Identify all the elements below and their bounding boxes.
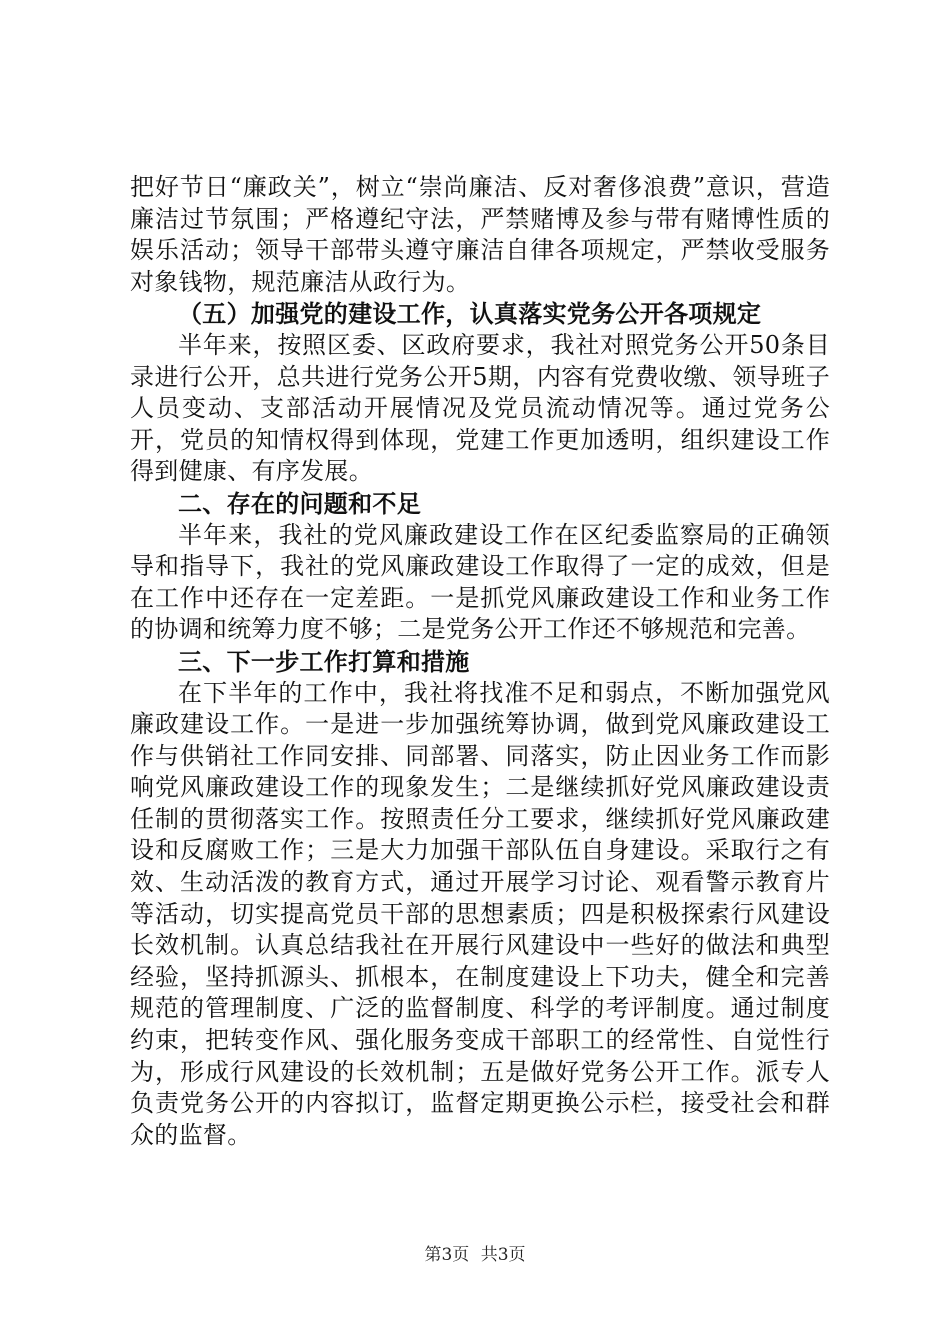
paragraph-problems: 半年来，我社的党风廉政建设工作在区纪委监察局的正确领导和指导下，我社的党风廉政建设工作取得了一定的成效，但是在工作中还存在一定差距。一是抓党风廉政建设工作和业务工作的协调和统筹力度不够；二是党务公开工作还不够规范和完善。 (130, 520, 830, 644)
heading-party-building: （五）加强党的建设工作，认真落实党务公开各项规定 (178, 299, 762, 329)
paragraph-next-steps: 在下半年的工作中，我社将找准不足和弱点，不断加强党风廉政建设工作。一是进一步加强统筹协调，做到党风廉政建设工作与供销社工作同安排、同部署、同落实，防止因业务工作而影响党风廉政建设工作的现象发生；二是继续抓好党风廉政建设责任制的贯彻落实工作。按照责任分工要求，继续抓好党风廉政建设和反腐败工作；三是大力加强干部队伍自身建设。采取行之有效、生动活泼的教育方式，通过开展学习讨论、观看警示教育片等活动，切实提高党员干部的思想素质；四是积极探索行风建设长效机制。认真总结我社在开展行风建设中一些好的做法和典型经验，坚持抓源头、抓根本，在制度建设上下功夫，健全和完善规范的管理制度、广泛的监督制度、科学的考评制度。通过制度约束，把转变作风、强化服务变成干部职工的经常性、自觉性行为，形成行风建设的长效机制；五是做好党务公开工作。派专人负责党务公开的内容拟订，监督定期更换公示栏，接受社会和群众的监督。 (130, 678, 830, 1149)
paragraph-holiday-integrity: 把好节日“廉政关”，树立“崇尚廉洁、反对奢侈浪费”意识，营造廉洁过节氛围；严格遵纪守法，严禁赌博及参与带有赌博性质的娱乐活动；领导干部带头遵守廉洁自律各项规定，严禁收受服务对象钱物，规范廉洁从政行为。 (130, 173, 830, 296)
heading-problems: 二、存在的问题和不足 (178, 488, 421, 518)
heading-next-steps: 三、下一步工作打算和措施 (178, 646, 470, 676)
document-body (130, 172, 830, 1151)
total-pages: 共3页 (480, 1245, 526, 1265)
page-footer (0, 1244, 950, 1266)
page-number: 第3页 (424, 1245, 470, 1265)
paragraph-party-affairs-disclosure: 半年来，按照区委、区政府要求，我社对照党务公开50条目录进行公开，总共进行党务公开5期，内容有党费收缴、领导班子人员变动、支部活动开展情况及党员流动情况等。通过党务公开，党员的知情权得到体现，党建工作更加透明，组织建设工作得到健康、有序发展。 (130, 330, 830, 486)
